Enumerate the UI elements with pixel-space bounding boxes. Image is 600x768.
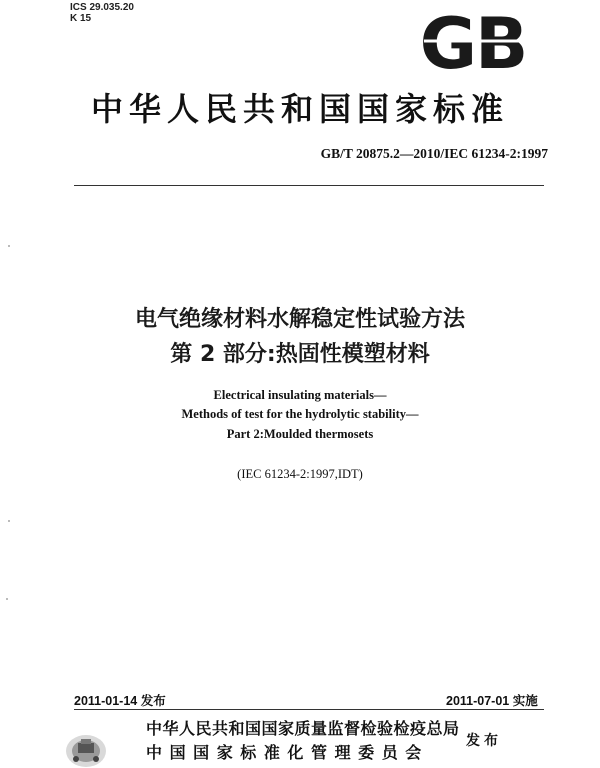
chinese-title-line-2: 第 2 部分:热固性模塑材料 [170, 342, 430, 367]
issuer-line-2: 中 国 国 家 标 准 化 管 理 委 员 会 [146, 743, 423, 762]
english-title-line-1: Electrical insulating materials— [213, 388, 387, 402]
implementation-date: 2011-07-01 实施 [446, 694, 538, 708]
issue-date: 2011-01-14 发布 [74, 694, 166, 708]
gb-logo-text: GB [419, 8, 527, 74]
chinese-title-line-1: 电气绝缘材料水解稳定性试验方法 [134, 307, 465, 332]
issuer-line-1: 中华人民共和国国家质量监督检验检疫总局 [146, 719, 460, 738]
ics-code: ICS 29.035.20 [70, 2, 134, 13]
top-divider [74, 185, 544, 186]
scan-speck [8, 245, 10, 247]
scan-speck [8, 520, 10, 522]
gb-logo [414, 8, 532, 74]
scan-speck [6, 598, 8, 600]
english-title-line-3: Part 2:Moulded thermosets [226, 427, 374, 441]
equivalence-note: (IEC 61234-2:1997,IDT) [237, 467, 363, 481]
ccs-code: K 15 [70, 13, 92, 24]
publish-label: 发布 [466, 733, 502, 749]
english-title-line-2: Methods of test for the hydrolytic stability— [181, 407, 419, 421]
classification-codes [70, 2, 134, 24]
standard-title: 中华人民共和国国家标准 [90, 90, 509, 128]
bottom-divider [74, 709, 544, 710]
issuer-emblem [64, 729, 108, 768]
standard-number: GB/T 20875.2—2010/IEC 61234-2:1997 [320, 146, 548, 161]
